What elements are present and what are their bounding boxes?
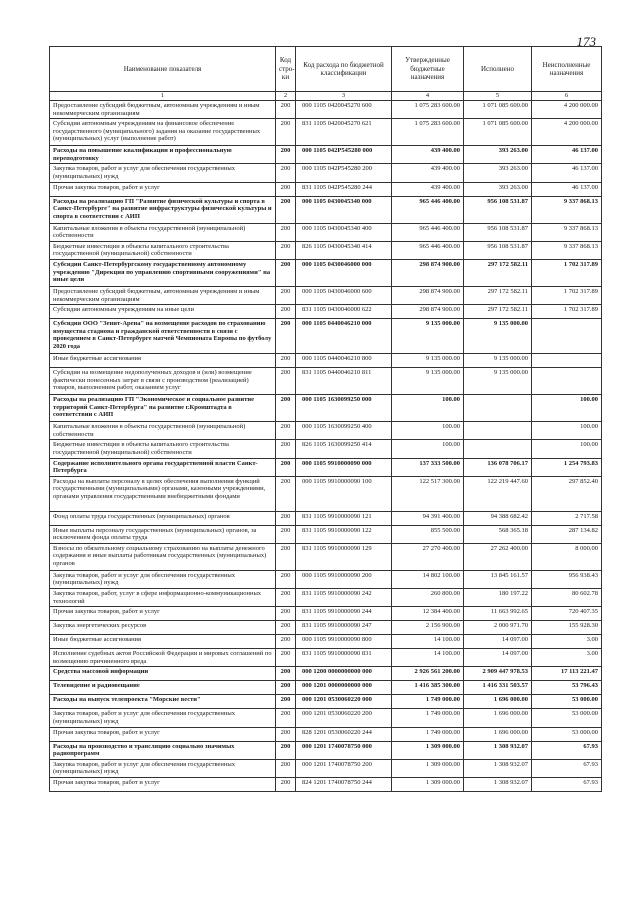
cell-line-code: 200 [276,695,296,709]
header-executed: Исполнено [464,47,532,92]
cell-name: Содержание исполнительного органа государственной власти Санкт-Петербурга [50,458,276,476]
cell-approved: 855 500.00 [392,525,464,543]
cell-name: Расходы на производство и трансляцию социально значимых радиопрограмм [50,741,276,759]
column-number: 5 [464,92,532,101]
cell-approved: 2 926 561 200.00 [392,667,464,681]
cell-line-code: 200 [276,458,296,476]
cell-approved: 27 270 400.00 [392,543,464,570]
table-row [50,241,602,259]
cell-executed [464,422,532,440]
table-row [50,525,602,543]
cell-line-code: 200 [276,146,296,164]
column-number: 2 [276,92,296,101]
cell-executed: 14 097.00 [464,649,532,667]
cell-approved: 439 400.00 [392,146,464,164]
cell-classification: 831 1105 0430046000 622 [296,305,392,319]
cell-line-code: 200 [276,286,296,304]
cell-classification: 000 1201 0530060220 000 [296,695,392,709]
cell-classification: 831 1105 0420045270 621 [296,119,392,146]
table-row [50,182,602,196]
cell-line-code: 200 [276,635,296,649]
table-row [50,570,602,588]
table-body [50,101,602,792]
table-row [50,319,602,354]
cell-classification: 000 1201 0530060220 200 [296,709,392,727]
cell-unexecuted: 46 137.00 [532,182,602,196]
column-number: 6 [532,92,602,101]
cell-unexecuted: 100.00 [532,422,602,440]
cell-approved: 1 749 000.00 [392,727,464,741]
cell-name: Капитальные вложения в объекты государственной (муниципальной) собственности [50,422,276,440]
cell-approved: 439 400.00 [392,164,464,182]
budget-execution-table [49,46,602,792]
cell-name: Закупка товаров, работ и услуг для обеспечения государственных (муниципальных) нужд [50,164,276,182]
cell-classification: 831 1105 9910000090 129 [296,543,392,570]
cell-classification: 000 1105 1630099250 400 [296,422,392,440]
cell-unexecuted: 2 717.58 [532,511,602,525]
cell-name: Закупка энергетических ресурсов [50,621,276,635]
cell-classification: 831 1105 9910000090 122 [296,525,392,543]
cell-line-code: 200 [276,476,296,511]
cell-approved: 94 391 400.00 [392,511,464,525]
cell-unexecuted: 80 602.78 [532,589,602,607]
cell-classification: 000 1201 0000000000 000 [296,681,392,695]
cell-executed: 9 135 000.00 [464,319,532,354]
cell-unexecuted [532,319,602,354]
table-row [50,543,602,570]
cell-unexecuted [532,368,602,395]
table-row [50,741,602,759]
cell-classification: 831 1105 9910000090 244 [296,607,392,621]
cell-line-code: 200 [276,741,296,759]
cell-classification: 000 1105 042P545280 000 [296,146,392,164]
cell-line-code: 200 [276,422,296,440]
cell-line-code: 200 [276,196,296,223]
cell-executed: 122 219 447.60 [464,476,532,511]
cell-name: Прочая закупка товаров, работ и услуг [50,182,276,196]
cell-name: Закупка товаров, работ и услуг для обеспечения государственных (муниципальных) нужд [50,570,276,588]
cell-unexecuted: 4 200 000.00 [532,119,602,146]
cell-approved: 100.00 [392,395,464,422]
cell-unexecuted: 155 928.30 [532,621,602,635]
cell-name: Взносы по обязательному социальному страхованию на выплаты денежного содержания и иные выплаты работникам государственных (муниципальных) органов [50,543,276,570]
cell-approved: 1 075 283 600.00 [392,119,464,146]
cell-approved: 260 800.00 [392,589,464,607]
cell-executed: 1 696 000.00 [464,709,532,727]
cell-unexecuted: 53 796.43 [532,681,602,695]
cell-unexecuted [532,354,602,368]
cell-executed: 13 845 161.57 [464,570,532,588]
cell-executed: 1 308 932.07 [464,759,532,777]
cell-approved: 298 874 900.00 [392,286,464,304]
cell-unexecuted: 8 000.00 [532,543,602,570]
cell-unexecuted: 9 337 868.13 [532,223,602,241]
cell-classification: 000 1105 0430045340 400 [296,223,392,241]
cell-name: Субсидии автономным учреждениям на финансовое обеспечение государственного (муниципального) задания на оказание государственных (муниципальных) услуг (выполнение работ) [50,119,276,146]
cell-unexecuted: 9 337 868.13 [532,241,602,259]
table-row [50,368,602,395]
table-row [50,259,602,286]
cell-line-code: 200 [276,395,296,422]
column-number: 1 [50,92,276,101]
cell-classification: 828 1201 0530060220 244 [296,727,392,741]
cell-name: Расходы на повышение квалификации и профессиональную переподготовку [50,146,276,164]
table-row [50,440,602,458]
cell-approved: 965 446 400.00 [392,241,464,259]
cell-executed: 94 388 682.42 [464,511,532,525]
cell-approved: 9 135 000.00 [392,368,464,395]
cell-unexecuted: 1 254 793.83 [532,458,602,476]
cell-approved: 1 749 000.00 [392,709,464,727]
cell-approved: 965 446 400.00 [392,196,464,223]
table-row [50,667,602,681]
column-number: 3 [296,92,392,101]
cell-executed: 14 097.00 [464,635,532,649]
cell-classification: 000 1105 0440046210 800 [296,354,392,368]
cell-line-code: 200 [276,164,296,182]
table-row [50,196,602,223]
cell-executed: 956 108 531.87 [464,223,532,241]
table-row [50,458,602,476]
cell-executed [464,440,532,458]
cell-executed: 9 135 000.00 [464,368,532,395]
cell-approved: 9 135 000.00 [392,354,464,368]
cell-unexecuted: 53 000.00 [532,709,602,727]
cell-unexecuted: 3.00 [532,649,602,667]
cell-unexecuted: 53 000.00 [532,695,602,709]
cell-name: Иные бюджетные ассигнования [50,354,276,368]
cell-unexecuted: 100.00 [532,395,602,422]
cell-unexecuted: 956 938.43 [532,570,602,588]
table-row [50,635,602,649]
cell-approved: 2 156 900.00 [392,621,464,635]
cell-executed: 11 663 992.65 [464,607,532,621]
cell-line-code: 200 [276,440,296,458]
cell-unexecuted: 1 702 317.89 [532,259,602,286]
table-row [50,727,602,741]
cell-approved: 965 446 400.00 [392,223,464,241]
cell-approved: 12 384 400.00 [392,607,464,621]
cell-name: Расходы на выпуск телепроекта "Морские вести" [50,695,276,709]
table-row [50,286,602,304]
cell-classification: 831 1105 9910000090 242 [296,589,392,607]
cell-executed: 1 071 085 600.00 [464,101,532,119]
table-row [50,621,602,635]
table-row [50,354,602,368]
cell-executed: 393 263.00 [464,146,532,164]
cell-line-code: 200 [276,525,296,543]
cell-name: Закупка товаров, работ и услуг для обеспечения государственных (муниципальных) нужд [50,759,276,777]
cell-name: Исполнение судебных актов Российской Федерации и мировых соглашений по возмещению причиненного вреда [50,649,276,667]
cell-line-code: 200 [276,223,296,241]
cell-unexecuted: 67.93 [532,759,602,777]
column-number: 4 [392,92,464,101]
cell-classification: 000 1105 0440046210 000 [296,319,392,354]
cell-line-code: 200 [276,727,296,741]
cell-approved: 298 874 900.00 [392,259,464,286]
cell-classification: 824 1201 1740078750 244 [296,778,392,792]
cell-executed: 2 000 971.70 [464,621,532,635]
cell-approved: 439 400.00 [392,182,464,196]
cell-executed: 2 909 447 978.53 [464,667,532,681]
cell-executed: 956 108 531.87 [464,241,532,259]
cell-approved: 100.00 [392,440,464,458]
cell-unexecuted: 46 137.00 [532,146,602,164]
cell-line-code: 200 [276,305,296,319]
cell-line-code: 200 [276,354,296,368]
cell-executed: 1 696 000.00 [464,727,532,741]
cell-classification: 000 1105 1630099250 000 [296,395,392,422]
cell-line-code: 200 [276,182,296,196]
cell-approved: 1 309 000.00 [392,759,464,777]
cell-name: Субсидии Санкт-Петербургскому государственному автономному учреждению "Дирекция по управлению спортивными сооружениями" на иные цели [50,259,276,286]
cell-line-code: 200 [276,101,296,119]
cell-line-code: 200 [276,681,296,695]
table-row [50,607,602,621]
cell-unexecuted: 297 852.40 [532,476,602,511]
table-row [50,649,602,667]
table-row [50,119,602,146]
cell-executed: 393 263.00 [464,164,532,182]
table-row [50,395,602,422]
cell-executed: 393 263.00 [464,182,532,196]
cell-unexecuted: 9 337 868.13 [532,196,602,223]
cell-classification: 000 1105 0420045270 600 [296,101,392,119]
table-row [50,164,602,182]
table-row [50,589,602,607]
cell-classification: 000 1105 0430046000 600 [296,286,392,304]
cell-name: Иные бюджетные ассигнования [50,635,276,649]
header-code: Код стро- ки [276,47,296,92]
cell-classification: 000 1105 9910000090 100 [296,476,392,511]
cell-executed: 956 108 531.87 [464,196,532,223]
cell-unexecuted: 1 702 317.89 [532,305,602,319]
cell-executed: 1 696 000.00 [464,695,532,709]
cell-line-code: 200 [276,259,296,286]
cell-line-code: 200 [276,778,296,792]
cell-classification: 000 1105 0430046000 000 [296,259,392,286]
cell-approved: 137 333 500.00 [392,458,464,476]
table-row [50,511,602,525]
header-row [50,47,602,92]
table-row [50,223,602,241]
page-number: 173 [576,34,596,49]
cell-name: Закупка товаров, работ, услуг в сфере информационно-коммуникационных технологий [50,589,276,607]
cell-unexecuted: 53 000.00 [532,727,602,741]
cell-classification: 831 1105 042P545280 244 [296,182,392,196]
cell-approved: 1 749 000.00 [392,695,464,709]
cell-line-code: 200 [276,241,296,259]
table-row [50,778,602,792]
cell-executed: 297 172 582.11 [464,286,532,304]
cell-executed: 180 197.22 [464,589,532,607]
cell-classification: 000 1201 1740078750 200 [296,759,392,777]
cell-line-code: 200 [276,368,296,395]
cell-name: Расходы на реализацию ГП "Развитие физической культуры и спорта в Санкт-Петербурге" на развитие инфраструктуры физической культуры и спорта в соответствии с АИП [50,196,276,223]
cell-line-code: 200 [276,511,296,525]
cell-line-code: 200 [276,621,296,635]
cell-approved: 1 416 385 300.00 [392,681,464,695]
cell-classification: 831 1105 9910000090 247 [296,621,392,635]
cell-unexecuted: 67.93 [532,778,602,792]
column-number-row [50,92,602,101]
cell-line-code: 200 [276,570,296,588]
cell-unexecuted: 100.00 [532,440,602,458]
cell-classification: 000 1105 042P545280 200 [296,164,392,182]
cell-unexecuted: 720 407.35 [532,607,602,621]
cell-approved: 9 135 000.00 [392,319,464,354]
cell-executed: 136 078 706.17 [464,458,532,476]
cell-line-code: 200 [276,709,296,727]
cell-name: Средства массовой информации [50,667,276,681]
cell-classification: 826 1105 1630099250 414 [296,440,392,458]
cell-name: Расходы на выплаты персоналу в целях обеспечения выполнения функций государственными (муниципальными) органами, казенными учреждениями, органами управления государственными внебюджетными фондами [50,476,276,511]
cell-executed: 297 172 582.11 [464,305,532,319]
header-classification: Код расхода по бюджетной классификации [296,47,392,92]
cell-name: Субсидия ООО "Зенит-Арена" на возмещение расходов по страхованию имущества стадиона и гражданской ответственности в связи с проведением в Санкт-Петербурге матчей Чемпионата Европы по футболу 2020 года [50,319,276,354]
cell-unexecuted: 46 137.00 [532,164,602,182]
cell-approved: 100.00 [392,422,464,440]
cell-approved: 1 309 000.00 [392,741,464,759]
cell-classification: 000 1201 1740078750 000 [296,741,392,759]
header-unexecuted: Неисполненные назначения [532,47,602,92]
table-row [50,101,602,119]
cell-name: Иные выплаты персоналу государственных (муниципальных) органов, за исключением фонда оплаты труда [50,525,276,543]
cell-classification: 000 1105 9910000090 800 [296,635,392,649]
table-row [50,422,602,440]
table-row [50,695,602,709]
table-row [50,146,602,164]
cell-unexecuted: 67.93 [532,741,602,759]
cell-name: Бюджетные инвестиции в объекты капитального строительства государственной (муниципальной) собственности [50,241,276,259]
cell-line-code: 200 [276,319,296,354]
table-row [50,476,602,511]
cell-name: Расходы на реализацию ГП "Экономическое и социальное развитие территорий Санкт-Петербурга" на развитие г.Кронштадта в соответствии с АИП [50,395,276,422]
cell-executed: 568 365.18 [464,525,532,543]
cell-name: Фонд оплаты труда государственных (муниципальных) органов [50,511,276,525]
cell-line-code: 200 [276,119,296,146]
header-approved: Утвержденные бюджетные назначения [392,47,464,92]
cell-classification: 831 1105 9910000090 121 [296,511,392,525]
cell-executed: 297 172 582.11 [464,259,532,286]
cell-unexecuted: 1 702 317.89 [532,286,602,304]
cell-executed: 1 308 932.07 [464,741,532,759]
cell-approved: 122 517 300.00 [392,476,464,511]
cell-name: Субсидии на возмещение недополученных доходов и (или) возмещение фактически понесенных затрат в связи с производством (реализацией) товаров, выполнением работ, оказанием услуг [50,368,276,395]
cell-approved: 14 100.00 [392,635,464,649]
cell-classification: 000 1105 0430045340 000 [296,196,392,223]
cell-name: Предоставление субсидий бюджетным, автономным учреждениям и иным некоммерческим организациям [50,101,276,119]
cell-approved: 298 874 900.00 [392,305,464,319]
table-row [50,759,602,777]
cell-line-code: 200 [276,543,296,570]
cell-name: Прочая закупка товаров, работ и услуг [50,607,276,621]
cell-approved: 1 309 000.00 [392,778,464,792]
cell-unexecuted: 4 200 000.00 [532,101,602,119]
table-row [50,305,602,319]
cell-classification: 000 1105 9910000090 000 [296,458,392,476]
cell-unexecuted: 17 113 221.47 [532,667,602,681]
cell-executed [464,395,532,422]
cell-name: Субсидии автономным учреждениям на иные цели [50,305,276,319]
cell-name: Телевидение и радиовещание [50,681,276,695]
cell-name: Прочая закупка товаров, работ и услуг [50,778,276,792]
cell-approved: 14 802 100.00 [392,570,464,588]
cell-executed: 27 262 400.00 [464,543,532,570]
cell-name: Бюджетные инвестиции в объекты капитального строительства государственной (муниципальной) собственности [50,440,276,458]
cell-line-code: 200 [276,667,296,681]
cell-classification: 831 1105 9910000090 831 [296,649,392,667]
cell-approved: 14 100.00 [392,649,464,667]
cell-classification: 831 1105 0440046210 811 [296,368,392,395]
cell-classification: 000 1200 0000000000 000 [296,667,392,681]
cell-classification: 826 1105 0430045340 414 [296,241,392,259]
cell-line-code: 200 [276,589,296,607]
cell-name: Предоставление субсидий бюджетным, автономным учреждениям и иным некоммерческим организациям [50,286,276,304]
cell-executed: 1 308 932.07 [464,778,532,792]
table-row [50,681,602,695]
cell-name: Прочая закупка товаров, работ и услуг [50,727,276,741]
cell-executed: 1 071 085 600.00 [464,119,532,146]
cell-line-code: 200 [276,759,296,777]
header-name: Наименование показателя [50,47,276,92]
cell-classification: 000 1105 9910000090 200 [296,570,392,588]
cell-unexecuted: 287 134.82 [532,525,602,543]
cell-executed: 1 416 331 503.57 [464,681,532,695]
cell-name: Закупка товаров, работ и услуг для обеспечения государственных (муниципальных) нужд [50,709,276,727]
cell-executed: 9 135 000.00 [464,354,532,368]
cell-approved: 1 075 283 600.00 [392,101,464,119]
table-row [50,709,602,727]
cell-unexecuted: 3.00 [532,635,602,649]
cell-line-code: 200 [276,649,296,667]
cell-line-code: 200 [276,607,296,621]
cell-name: Капитальные вложения в объекты государственной (муниципальной) собственности [50,223,276,241]
